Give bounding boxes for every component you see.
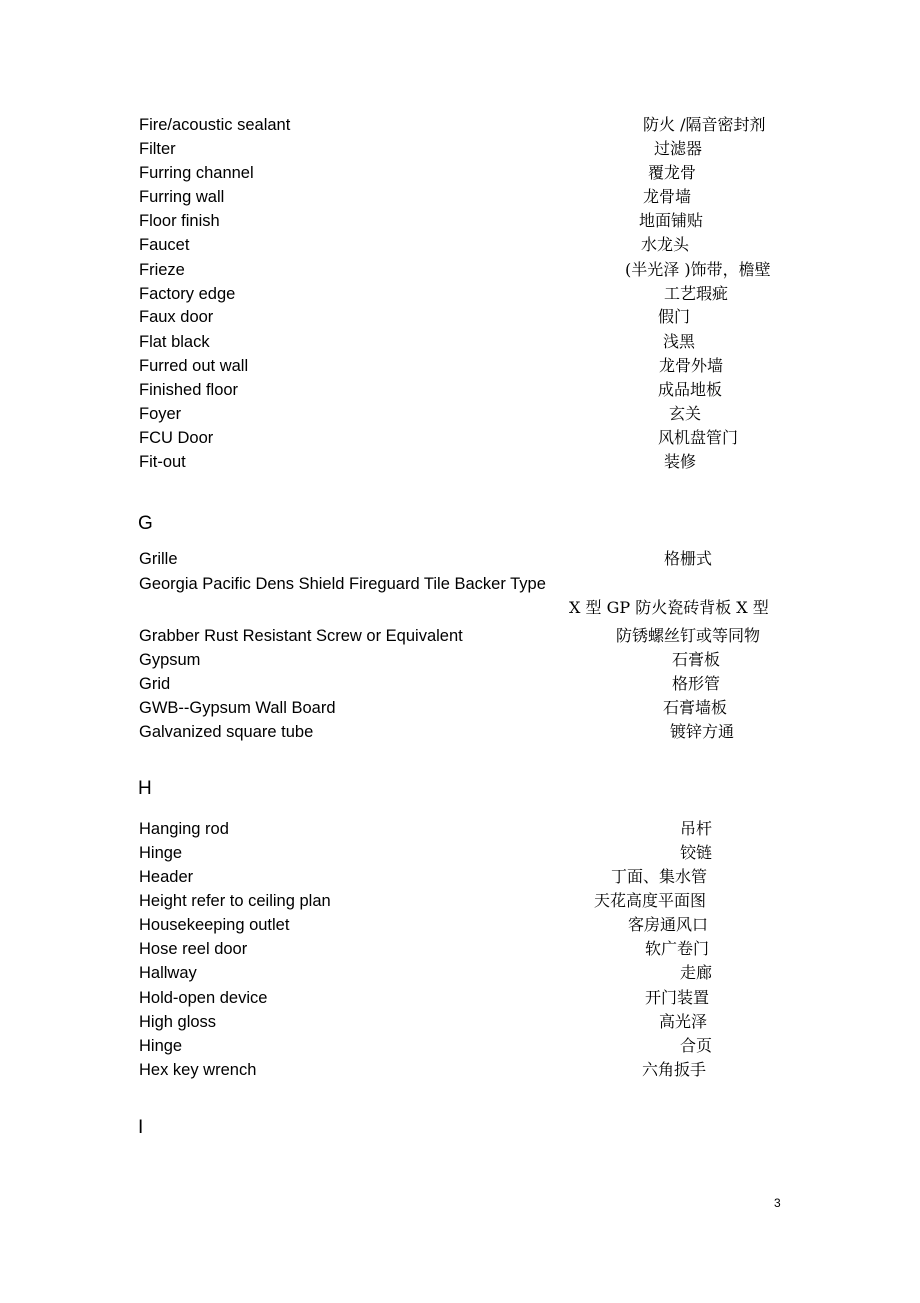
glossary-row xyxy=(139,1035,799,1057)
term-zh: 假门 xyxy=(658,307,691,326)
glossary-row xyxy=(139,818,799,840)
glossary-row xyxy=(139,186,799,208)
glossary-row xyxy=(139,649,799,671)
glossary-row xyxy=(139,451,799,473)
term-zh: 龙骨墙 xyxy=(643,187,692,206)
term-en: Grid xyxy=(139,675,171,693)
term-en: Furred out wall xyxy=(139,357,249,375)
glossary-row xyxy=(139,379,799,401)
glossary-row xyxy=(139,625,799,647)
term-en: Galvanized square tube xyxy=(139,723,314,741)
term-zh: 高光泽 xyxy=(659,1012,708,1031)
glossary-row xyxy=(139,890,799,912)
term-zh: 水龙头 xyxy=(641,235,690,254)
glossary-row xyxy=(139,548,799,570)
term-en: Hinge xyxy=(139,1037,183,1055)
term-zh: 软广卷门 xyxy=(645,939,710,958)
glossary-row xyxy=(139,162,799,184)
glossary-row xyxy=(139,938,799,960)
term-en: High gloss xyxy=(139,1013,217,1031)
term-zh: 石膏墙板 xyxy=(663,698,728,717)
term-zh: 天花高度平面图 xyxy=(594,891,707,910)
term-en: Foyer xyxy=(139,405,182,423)
glossary-row xyxy=(139,234,799,256)
glossary-row xyxy=(139,697,799,719)
term-en: Gypsum xyxy=(139,651,201,669)
term-en: Factory edge xyxy=(139,285,236,303)
term-zh: 镀锌方通 xyxy=(670,722,735,741)
glossary-row xyxy=(139,403,799,425)
term-en: Finished floor xyxy=(139,381,239,399)
term-zh: 格栅式 xyxy=(664,549,713,568)
term-en: Housekeeping outlet xyxy=(139,916,290,934)
glossary-row xyxy=(139,114,799,136)
page-number: 3 xyxy=(774,1196,781,1210)
term-en: Frieze xyxy=(139,261,185,279)
term-en: Fire/acoustic sealant xyxy=(139,116,291,134)
glossary-row xyxy=(139,427,799,449)
section-heading-g: G xyxy=(138,513,153,534)
term-zh: 吊杆 xyxy=(680,819,713,838)
term-en: Header xyxy=(139,868,194,886)
term-zh: 防锈螺丝钉或等同物 xyxy=(616,626,761,645)
term-zh: 合页 xyxy=(680,1036,713,1055)
glossary-row xyxy=(139,138,799,160)
term-en: Height refer to ceiling plan xyxy=(139,892,331,910)
glossary-row xyxy=(139,306,799,328)
glossary-row xyxy=(139,597,799,619)
glossary-row xyxy=(139,331,799,353)
term-zh: X 型 GP 防火瓷砖背板 X 型 xyxy=(569,598,769,617)
term-en: Hex key wrench xyxy=(139,1061,257,1079)
term-zh: 防火 /隔音密封剂 xyxy=(643,115,766,134)
term-en: Fit-out xyxy=(139,453,186,471)
term-en: Filter xyxy=(139,140,176,158)
glossary-row xyxy=(139,721,799,743)
glossary-row xyxy=(139,573,799,595)
term-zh: 铰链 xyxy=(680,843,713,862)
glossary-row xyxy=(139,987,799,1009)
term-zh: (半光泽 )饰带，檐壁 xyxy=(625,260,771,279)
term-zh: 龙骨外墙 xyxy=(659,356,724,375)
section-heading-i: I xyxy=(138,1117,144,1138)
term-zh: 六角扳手 xyxy=(642,1060,707,1079)
glossary-row xyxy=(139,962,799,984)
term-zh: 浅黑 xyxy=(663,332,696,351)
term-en: Georgia Pacific Dens Shield Fireguard Tile Backer Type xyxy=(139,575,546,593)
glossary-row xyxy=(139,355,799,377)
term-en: Furring channel xyxy=(139,164,254,182)
term-zh: 丁面、集水管 xyxy=(611,867,708,886)
glossary-row xyxy=(139,1011,799,1033)
term-en: Grille xyxy=(139,550,178,568)
term-en: Grabber Rust Resistant Screw or Equivalent xyxy=(139,627,463,645)
term-zh: 石膏板 xyxy=(672,650,721,669)
glossary-row xyxy=(139,673,799,695)
term-en: Hanging rod xyxy=(139,820,229,838)
term-zh: 客房通风口 xyxy=(628,915,709,934)
term-en: Faucet xyxy=(139,236,190,254)
term-en: Hallway xyxy=(139,964,197,982)
glossary-row xyxy=(139,259,799,281)
term-en: Floor finish xyxy=(139,212,220,230)
glossary-row xyxy=(139,914,799,936)
term-zh: 格形管 xyxy=(672,674,721,693)
term-en: Faux door xyxy=(139,308,214,326)
term-zh: 开门装置 xyxy=(645,988,710,1007)
term-zh: 玄关 xyxy=(669,404,702,423)
term-en: Hinge xyxy=(139,844,183,862)
term-zh: 走廊 xyxy=(680,963,713,982)
glossary-row xyxy=(139,210,799,232)
glossary-row xyxy=(139,1059,799,1081)
section-heading-h: H xyxy=(138,778,152,799)
term-en: FCU Door xyxy=(139,429,214,447)
term-zh: 地面铺贴 xyxy=(639,211,704,230)
glossary-row xyxy=(139,283,799,305)
term-zh: 风机盘管门 xyxy=(658,428,739,447)
term-en: Flat black xyxy=(139,333,210,351)
term-zh: 装修 xyxy=(664,452,697,471)
glossary-row xyxy=(139,866,799,888)
term-zh: 工艺瑕疵 xyxy=(664,284,729,303)
term-en: Hose reel door xyxy=(139,940,248,958)
term-zh: 过滤器 xyxy=(654,139,703,158)
term-zh: 成品地板 xyxy=(658,380,723,399)
term-en: Hold-open device xyxy=(139,989,268,1007)
term-en: Furring wall xyxy=(139,188,225,206)
glossary-row xyxy=(139,842,799,864)
term-zh: 覆龙骨 xyxy=(648,163,697,182)
term-en: GWB--Gypsum Wall Board xyxy=(139,699,336,717)
